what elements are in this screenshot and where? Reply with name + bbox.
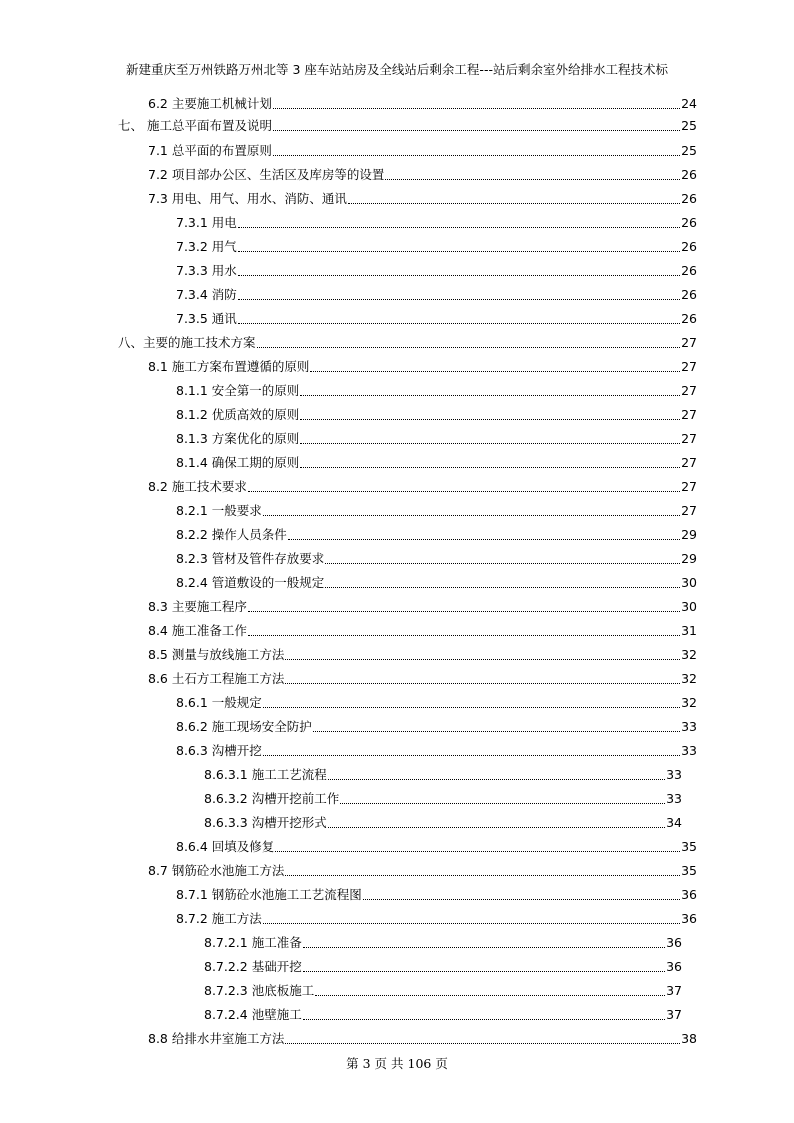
toc-entry[interactable] <box>148 357 697 377</box>
toc-entry-label: 8.6.3.1 施工工艺流程 <box>204 767 327 782</box>
toc-entry[interactable] <box>148 477 697 497</box>
toc-dot-leader <box>238 309 680 329</box>
toc-entry[interactable] <box>204 813 682 833</box>
toc-entry-label: 7.3.5 通讯 <box>176 311 237 326</box>
toc-dot-leader <box>288 525 680 545</box>
toc-entry-page-number: 26 <box>681 263 697 278</box>
toc-entry[interactable] <box>148 621 697 641</box>
toc-dot-leader <box>313 717 680 737</box>
toc-entry-page-number: 30 <box>681 599 697 614</box>
toc-entry-label: 8.6.4 回填及修复 <box>176 839 275 854</box>
toc-entry-label: 8.6.3.3 沟槽开挖形式 <box>204 815 327 830</box>
toc-entry-label: 8.8 给排水井室施工方法 <box>148 1031 285 1046</box>
toc-entry-label: 7.1 总平面的布置原则 <box>148 143 272 158</box>
toc-entry-label: 8.6.2 施工现场安全防护 <box>176 719 312 734</box>
toc-dot-leader <box>300 453 680 473</box>
toc-entry-label: 7.2 项目部办公区、生活区及库房等的设置 <box>148 167 385 182</box>
toc-entry-label: 7.3.4 消防 <box>176 287 237 302</box>
toc-dot-leader <box>348 189 680 209</box>
toc-entry-page-number: 27 <box>681 359 697 374</box>
toc-entry[interactable] <box>176 405 697 425</box>
toc-entry-page-number: 34 <box>666 815 682 830</box>
toc-entry-label: 8.7.2.1 施工准备 <box>204 935 302 950</box>
toc-dot-leader <box>273 116 680 136</box>
toc-entry[interactable] <box>176 285 697 305</box>
toc-entry[interactable] <box>148 645 697 665</box>
toc-entry-page-number: 33 <box>681 743 697 758</box>
toc-dot-leader <box>248 621 680 641</box>
toc-entry[interactable] <box>176 693 697 713</box>
toc-entry-page-number: 32 <box>681 695 697 710</box>
toc-entry-label: 8.7.1 钢筋砼水池施工工艺流程图 <box>176 887 362 902</box>
toc-entry-label: 8.1.4 确保工期的原则 <box>176 455 300 470</box>
toc-dot-leader <box>263 693 680 713</box>
toc-entry-page-number: 32 <box>681 671 697 686</box>
toc-entry-label: 8.2.4 管道敷设的一般规定 <box>176 575 325 590</box>
toc-entry[interactable] <box>204 789 682 809</box>
toc-entry-label: 8.3 主要施工程序 <box>148 599 247 614</box>
toc-dot-leader <box>263 741 680 761</box>
toc-dot-leader <box>263 909 680 929</box>
toc-entry-label: 8.6.3.2 沟槽开挖前工作 <box>204 791 340 806</box>
toc-entry[interactable] <box>176 237 697 257</box>
toc-dot-leader <box>300 429 680 449</box>
document-header <box>0 60 794 78</box>
toc-dot-leader <box>285 669 680 689</box>
toc-dot-leader <box>303 957 665 977</box>
toc-entry-label: 8.2.1 一般要求 <box>176 503 262 518</box>
toc-entry[interactable] <box>176 261 697 281</box>
toc-entry-page-number: 33 <box>666 791 682 806</box>
toc-entry-page-number: 35 <box>681 839 697 854</box>
toc-dot-leader <box>285 645 680 665</box>
toc-entry-page-number: 36 <box>666 959 682 974</box>
toc-dot-leader <box>285 861 680 881</box>
toc-entry-label: 七、 施工总平面布置及说明 <box>118 118 272 133</box>
toc-entry-page-number: 36 <box>681 911 697 926</box>
toc-entry-page-number: 26 <box>681 311 697 326</box>
toc-entry-label: 八、主要的施工技术方案 <box>118 335 256 350</box>
toc-dot-leader <box>325 573 680 593</box>
toc-entry-page-number: 31 <box>681 623 697 638</box>
toc-dot-leader <box>303 1005 665 1025</box>
toc-entry-page-number: 29 <box>681 551 697 566</box>
toc-entry-page-number: 30 <box>681 575 697 590</box>
toc-entry-label: 8.6 土石方工程施工方法 <box>148 671 285 686</box>
toc-entry-label: 8.1 施工方案布置遵循的原则 <box>148 359 310 374</box>
toc-entry-page-number: 26 <box>681 191 697 206</box>
toc-entry-label: 7.3.1 用电 <box>176 215 237 230</box>
toc-entry-label: 8.7.2 施工方法 <box>176 911 262 926</box>
toc-entry[interactable] <box>176 909 697 929</box>
toc-entry[interactable] <box>176 885 697 905</box>
toc-dot-leader <box>315 981 665 1001</box>
toc-entry-page-number: 37 <box>666 983 682 998</box>
toc-entry-label: 8.2 施工技术要求 <box>148 479 247 494</box>
toc-dot-leader <box>303 933 665 953</box>
toc-entry-label: 8.7.2.2 基础开挖 <box>204 959 302 974</box>
toc-entry[interactable] <box>148 1029 697 1049</box>
toc-entry[interactable] <box>148 165 697 185</box>
toc-dot-leader <box>310 357 680 377</box>
page-footer <box>0 1054 794 1072</box>
toc-entry[interactable] <box>176 573 697 593</box>
toc-entry-label: 8.2.3 管材及管件存放要求 <box>176 551 325 566</box>
toc-dot-leader <box>285 1029 680 1049</box>
toc-entry-label: 8.6.3 沟槽开挖 <box>176 743 262 758</box>
toc-entry-label: 8.1.1 安全第一的原则 <box>176 383 300 398</box>
toc-dot-leader <box>273 94 680 114</box>
toc-entry-label: 8.4 施工准备工作 <box>148 623 247 638</box>
toc-entry-page-number: 33 <box>666 767 682 782</box>
toc-dot-leader <box>300 405 680 425</box>
toc-dot-leader <box>328 765 665 785</box>
toc-entry[interactable] <box>176 837 697 857</box>
toc-entry[interactable] <box>204 765 682 785</box>
toc-entry-label: 8.2.2 操作人员条件 <box>176 527 287 542</box>
toc-dot-leader <box>300 381 680 401</box>
toc-entry[interactable] <box>176 501 697 521</box>
toc-entry-page-number: 25 <box>681 143 697 158</box>
toc-entry-label: 7.3.3 用水 <box>176 263 237 278</box>
header-title: 新建重庆至万州铁路万州北等 3 座车站站房及全线站后剩余工程---站后剩余室外给排水工程技术标 <box>126 62 668 77</box>
toc-entry-page-number: 27 <box>681 431 697 446</box>
toc-entry-page-number: 33 <box>681 719 697 734</box>
toc-dot-leader <box>257 333 681 353</box>
toc-entry-page-number: 36 <box>681 887 697 902</box>
toc-entry-label: 8.7.2.4 池壁施工 <box>204 1007 302 1022</box>
toc-entry-page-number: 25 <box>681 118 697 133</box>
toc-entry[interactable] <box>176 453 697 473</box>
toc-dot-leader <box>325 549 680 569</box>
toc-entry[interactable] <box>176 549 697 569</box>
toc-entry-page-number: 27 <box>681 407 697 422</box>
toc-entry-page-number: 27 <box>681 455 697 470</box>
toc-entry-page-number: 26 <box>681 215 697 230</box>
toc-entry[interactable] <box>176 213 697 233</box>
toc-dot-leader <box>238 261 680 281</box>
toc-entry-label: 8.6.1 一般规定 <box>176 695 262 710</box>
toc-dot-leader <box>340 789 665 809</box>
toc-entry-page-number: 29 <box>681 527 697 542</box>
toc-entry-page-number: 27 <box>681 479 697 494</box>
toc-entry[interactable] <box>148 141 697 161</box>
toc-entry[interactable] <box>176 717 697 737</box>
toc-entry-page-number: 38 <box>681 1031 697 1046</box>
toc-entry[interactable] <box>148 669 697 689</box>
toc-entry-page-number: 35 <box>681 863 697 878</box>
toc-entry-page-number: 27 <box>681 503 697 518</box>
toc-entry[interactable] <box>176 741 697 761</box>
toc-entry-page-number: 26 <box>681 167 697 182</box>
toc-entry-label: 6.2 主要施工机械计划 <box>148 96 272 111</box>
toc-entry[interactable] <box>176 381 697 401</box>
toc-dot-leader <box>263 501 680 521</box>
toc-entry[interactable] <box>204 981 682 1001</box>
toc-dot-leader <box>238 213 680 233</box>
toc-entry[interactable] <box>118 333 697 353</box>
toc-dot-leader <box>273 141 680 161</box>
toc-entry[interactable] <box>204 1005 682 1025</box>
toc-entry-label: 8.1.2 优质高效的原则 <box>176 407 300 422</box>
toc-entry[interactable] <box>176 525 697 545</box>
toc-entry[interactable] <box>204 957 682 977</box>
toc-entry-page-number: 27 <box>681 335 697 350</box>
toc-entry[interactable] <box>118 116 697 136</box>
toc-entry[interactable] <box>176 429 697 449</box>
toc-entry[interactable] <box>148 189 697 209</box>
toc-entry-label: 8.7.2.3 池底板施工 <box>204 983 315 998</box>
toc-entry-page-number: 27 <box>681 383 697 398</box>
toc-entry-page-number: 36 <box>666 935 682 950</box>
toc-entry[interactable] <box>176 309 697 329</box>
toc-entry-page-number: 37 <box>666 1007 682 1022</box>
toc-dot-leader <box>238 285 680 305</box>
toc-entry[interactable] <box>148 861 697 881</box>
toc-entry-label: 7.3 用电、用气、用水、消防、通讯 <box>148 191 347 206</box>
toc-entry-label: 8.7 钢筋砼水池施工方法 <box>148 863 285 878</box>
toc-dot-leader <box>328 813 665 833</box>
toc-entry-label: 8.1.3 方案优化的原则 <box>176 431 300 446</box>
page-indicator: 第 3 页 共 106 页 <box>346 1056 448 1071</box>
toc-dot-leader <box>238 237 680 257</box>
toc-entry-page-number: 24 <box>681 96 697 111</box>
toc-dot-leader <box>275 837 680 857</box>
toc-entry-page-number: 32 <box>681 647 697 662</box>
toc-dot-leader <box>385 165 680 185</box>
toc-dot-leader <box>363 885 680 905</box>
toc-dot-leader <box>248 477 680 497</box>
toc-dot-leader <box>248 597 680 617</box>
toc-entry-label: 8.5 测量与放线施工方法 <box>148 647 285 662</box>
toc-entry-page-number: 26 <box>681 239 697 254</box>
toc-entry[interactable] <box>148 94 697 114</box>
toc-entry[interactable] <box>148 597 697 617</box>
toc-entry[interactable] <box>204 933 682 953</box>
toc-entry-label: 7.3.2 用气 <box>176 239 237 254</box>
toc-entry-page-number: 26 <box>681 287 697 302</box>
